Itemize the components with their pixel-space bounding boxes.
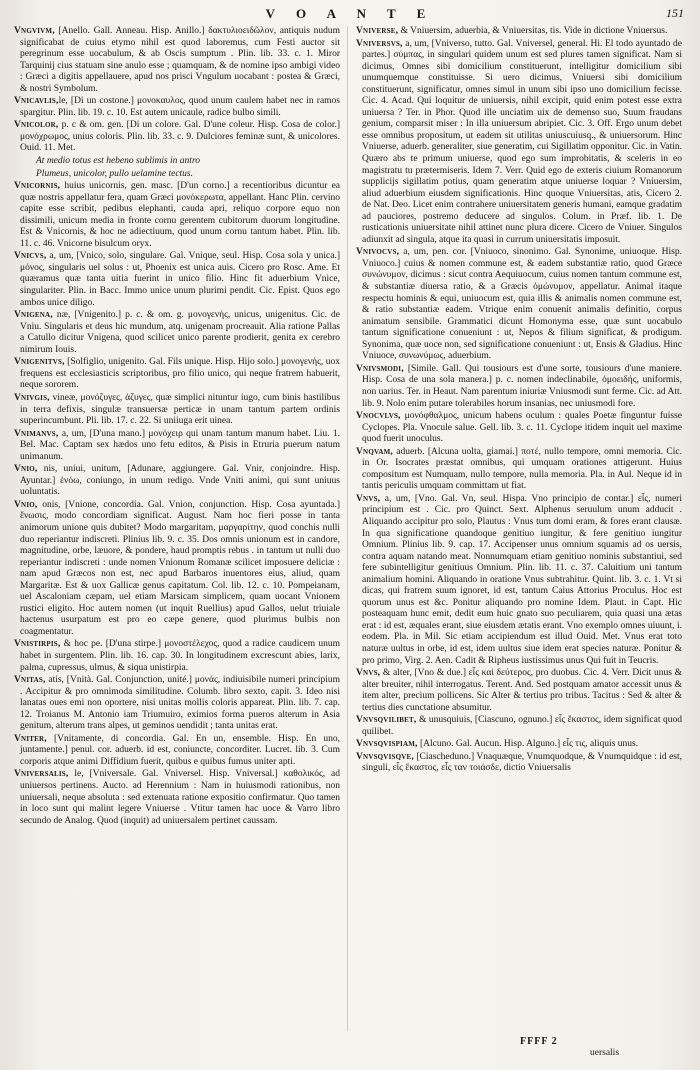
dictionary-entry xyxy=(14,251,340,309)
entry-headword: Vniversvs, xyxy=(356,38,403,49)
entry-headword: Vnicolor, xyxy=(14,120,59,131)
entry-headword: Vnqvam, xyxy=(356,446,393,457)
entry-headword: Vnistirpis, xyxy=(14,639,61,650)
entry-definition: & hoc pe. [D'una stirpe.] μονοστέλεχος, quod a radice caudicem unum habet in surgentem. Plin. lib. 16. cap. 30. In longitudinem excrescunt abies, larix, palma, cupressus, ulmus, & siqua unistirpia. xyxy=(20,639,340,673)
entry-definition: onis, [Vnione, concordia. Gal. Vnion, conjunction. Hisp. Cosa ayuntada.] ἕνωσις, modo concordiam significat. August. Nam hoc fieri posse in tanta animorum unione quis dubitet? Modo margaritam, μαργαρίτην, quod conchis nulli duo reperiantur indiscreti. Plinius lib. 9. c. 35. Dos omnis unionum est in candore, magnitudine, orbe, læuore, & pondere, haud promptis rebus . in tantum ut nulli duo reperiantur indiscreti : unde nomen Vnionum Romanæ scilicet imposuere deliciæ : nam apud Græcos non est, nec apud Barbaros inuentores eius, aliud, quam Margaritæ. Est & uox Gallicæ genus capitatum. Col. lib. 12. c. 10. Pompeianam, uel Ascaloniam cæpam, uel etiam Marsicam simplicem, quam uocant Vnionem rustici eligito. Hoc autem nomen (ut inquit Ruellius) apud Gallos, uelut triuiale hactenus usurpatum est pro eo cæpe genere, quod plurimus bulbis non coagmentatur. xyxy=(20,499,340,637)
dictionary-entry xyxy=(14,310,340,356)
entry-definition: huius unicornis, gen. masc. [D'un corno.] a recentioribus dicuntur ea quæ nostris appellatur fera, quam Græci μονόκερωτα, appellant. Hanc Plin. cervino capite esse scribit, pedibus elephanti, cauda apri, reliquo corpore equo non dissimili, unicum media in fronte cornu gerentem cubitorum duorum longitudine. Est & Vnicornis, & hoc ne adiectiuum, quod unum cornu tantum habet. Plin. lib. 11. c. 46. Vnicorne bisulcum oryx. xyxy=(20,181,340,249)
entry-headword: Vnivocvs, xyxy=(356,247,400,258)
dictionary-entry xyxy=(356,752,682,775)
entry-headword: Vnvs, xyxy=(356,668,381,679)
entry-definition: a, um, [Vniverso, tutto. Gal. Vniversel, general. Hi. El todo ayuntado de partes.] σύμπας, in singulari quidem unum est sed plures tamen significat. Nam si dicimus, Omnes sibi domicilium constituerunt, intelligitur domicilium sibi unumquemque constituisse. Si uero dicimus, Vniuersi sibi domicilium constituerunt, significatur, omnes simul in unum sibi ipso uno domicilium fecisse. Cic. 4. Acad. Qui loquitur de uniuersis, nihil excipit, quid enim potest esse extra uniuersa ? Ter. in Phor. Quod ille unciatim uix de demenso suo, Suum fraudans genium, comparsit miser : In illa uniuersum abripiet. Cic. 3. Off. Ergo unum debet esse omnibus propositum, ut eadem sit utilitas uniuscuiusq., & uniuersorum. Hinc Vniuerse, aduerb. generaliter, siue generatim, cui Sigillatim opponitur. Cic. in Vatin. Quæro abs te primum uniuerse, quod ego sum improbitatis, & sceleris in eo magistratu tu prætermiseris. Idem 7. Verr. Quid ego de exteris ciuium Romanorum supplicijs sigillatim potius, quam generatim atque uniuerse loquar ? Vniuersim, aliud aduerbium eiusdem significationis. Hinc quoque Vniuersitas, atis, Cicero 2. de Nat. Deo. Licet enim contrahere uniuersitatem generis humani, eamque gradatim ad pauciores, postremo deducere ad singulos. Colum. in Præf. lib. 1. De rusticationis uniuersitate nihil attinet nunc plura dicere. Cicero de Vniuer. Singulos adiunxit ad singula, atque ita quasi in currum uniuersitatis imposuit. xyxy=(362,38,682,245)
dictionary-entry xyxy=(14,26,340,95)
dictionary-entry xyxy=(14,120,340,155)
column-divider xyxy=(347,26,348,1031)
dictionary-entry xyxy=(356,447,682,493)
entry-headword: Vnio, xyxy=(14,499,38,510)
entry-definition: le, [Vniversale. Gal. Vniversel. Hisp. Vniversal.] καθολικός, ad uniuersos pertinens. Aucto. ad Herennium : Nam in huiusmodi rationibus, non uniuersali, neque absoluta : sed extenuata ratione expositio confirmatur. Quo tamen in loco sunt qui malint legere Vniuerse . Vtitur tamen hac uoce & Varro libro secundo de Analog. Quod (inquit) ad uniuersalem pertinet caussam. xyxy=(20,769,340,826)
entry-definition: vineæ, μονόζυγες, ἀζυγες, quæ simplici nituntur iugo, cum binis hastilibus in terra defixis, singulæ transuersæ perticæ in unam tantum partem ordinis superincumbunt. Pli. lib. 17. c. 22. Si uniiuga erit uinea. xyxy=(20,392,340,427)
entry-headword: Vnivgis, xyxy=(14,392,50,403)
dictionary-entry xyxy=(14,464,340,499)
verse-line: At medio totus est hebeno sublimis in antro xyxy=(36,156,201,167)
dictionary-entry xyxy=(14,734,340,769)
entry-headword: Vnigenitvs, xyxy=(14,357,65,368)
entry-headword: Vniversalis, xyxy=(14,769,69,780)
entry-definition: le, [Di un costone.] μονοκαυλος, quod unum caulem habet nec in ramos spargitur. Plin. lib. 19. c. 10. Est autem unicaule, radice bulbo simili. xyxy=(20,96,340,118)
entry-definition: a, um, [D'una mano.] μονόχειρ qui unam tantum manum habet. Liu. 1. Bel. Mac. Captam sex hædos uno fetu editos, & Pisis in Etruria puerum natum unimanum. xyxy=(20,428,340,462)
entry-definition: [Solfiglio, unigenito. Gal. Fils unique. Hisp. Hijo solo.] μονογενής, uox frequens est ecclesiasticis scriptoribus, pro filio unico, qui neque fratrem habuerit, neque sororem. xyxy=(20,357,340,391)
catchword: uersalis xyxy=(590,1048,620,1058)
entry-definition: atis, [Vnità. Gal. Conjunction, unité.] μονάς, indiuisibile numeri principium . Accipitur & pro omnimoda similitudine. Columb. libro sexto, capit. 3. Ideo nisi lanatas oues emi non oportere, nisi unitas mollis coloris appareat. Plin. lib. 7. cap. 12. Troianus M. Antonio iam Triumuiro, eximios forma pueros alterum in Asia genitum, alterum trans alpes, ut geminos uendidit ; tanta unitas erat. xyxy=(20,675,340,732)
entry-headword: Vnvsqvisqve, xyxy=(356,751,414,762)
entry-definition: & alter, [Vno & due.] εἷς καὶ δεύτερος, pro duobus. Cic. 4. Verr. Dicit unus & alter breuiter, nihil interrogatus. Terent. And. Sed postquam amator accessit unus & item alter, precium pollicens. Sic Alter & tertius pro tribus. Tacitus : Sed & alter & tertius dies cunctatione absumitur. xyxy=(362,668,682,713)
entry-headword: Vnivsmodi, xyxy=(356,363,404,374)
entry-headword: Vnvs, xyxy=(356,493,381,504)
entry-headword: Vnocvlvs, xyxy=(356,411,401,422)
entry-headword: Vnio, xyxy=(14,464,38,475)
entry-definition: [Anello. Gall. Anneau. Hisp. Anillo.] δακτυλιοειδῶλον, antiquis nudum significabat de cuius etymo nihil est quod laboremus, cum Festi auctor sit peregrinum esse uocabulum, & ab Oscis sumptum . Plin. lib. 33. c. 1. Miror Tarquinij cius statuam sine anulo esse ; quamquam, & de nomine ipso ambigi video : Græci a digitis appellauere, apud nos prisci Vngulum uocabant : postea & Græci, & nostri Symbolum. xyxy=(20,26,340,94)
signature-mark: FFFF 2 xyxy=(520,1036,558,1047)
entry-headword: Vnvsqvispiam, xyxy=(356,739,418,750)
entry-definition: [Ciascheduno.] Vnaquæque, Vnumquodque, & Vnumquidque : id est, singuli, εἷς ἕκαστος, εἷς ταν τοιάσδε, dictio Vniuersalis xyxy=(362,751,682,774)
verse-line: Plumeus, unicolor, pullo uelamine tectus. xyxy=(36,168,193,179)
entry-definition: a, um, pen. cor. [Vniuoco, sinonimo. Gal. Synonime, uniuoque. Hisp. Vniuoco.] cuius & nomen commune est, & eadem substantiæ ratio, quod Græce συνώνυμον, dicimus : sicut contra Aequiuocum, cuius nomen tantum commune est, & substantiæ diuersa ratio, & a Græcis ὁμώνυμον, appellatur. Animal itaque respectu hominis & equi, uniuocum est, quia illis & animalis nomen commune est, & ratio substantiæ eadem. Vtrique enim conuenit animalis definitio, corpus animatum sensibile. Grammatici dicunt Homonyma esse, quæ sunt uocabulo tantum significatione conueniunt : ut, Nepos & filium significat, & prodigum. Synonima, quæ uoce non, sed significatione conueniunt : ut, Ensis & Gladius. Hinc Vniuoce, συνωνύμως, aduerbium. xyxy=(362,247,682,362)
dictionary-entry xyxy=(356,26,682,38)
dictionary-entry xyxy=(14,500,340,639)
dictionary-entry xyxy=(356,39,682,247)
running-head xyxy=(0,6,700,24)
entry-definition: [Vnitamente, di concordia. Gal. En un, ensemble. Hisp. En uno, juntamente.] penul. cor. aduerb. id est, coniuncte, concorditer. Lucret. lib. 3. Cum corporis atque animi Diffidium fuerit, quibus e quibus fumus uniter apti. xyxy=(20,733,340,767)
dictionary-entry xyxy=(356,668,682,714)
dictionary-entry xyxy=(356,364,682,410)
entry-headword: Vniverse, xyxy=(356,26,399,36)
entry-definition: & unusquiuis, [Ciascuno, ognuno.] εἷς ἕκαστος, idem significat quod quilibet. xyxy=(362,715,682,737)
dictionary-entry xyxy=(356,739,682,751)
page-number: 151 xyxy=(666,6,684,20)
entry-headword: Vniter, xyxy=(14,733,47,744)
dictionary-entry xyxy=(14,639,340,674)
entry-headword: Vnicornis, xyxy=(14,181,61,192)
dictionary-entry xyxy=(356,411,682,446)
entry-definition: aduerb. [Alcuna uolta, giamai.] ποτέ, nullo tempore, omni memoria. Cic. in Or. Isocrates præstat omnibus, qui umquam orationes attigerunt. Huius compositum est Numquam, nullo tempore, nulla memoria. Pla. in Aul. Neque id in tantis periculis umquam committam ut fiat. xyxy=(362,446,682,492)
running-title: V O A N T E xyxy=(265,6,435,21)
entry-headword: Vnitas, xyxy=(14,675,46,686)
dictionary-entry xyxy=(14,96,340,119)
entry-definition: p. c & om. gen. [Di un colore. Gal. D'une coleur. Hisp. Cosa de color.] μονόχρωμος, unius coloris. Plin. lib. 33. c. 9. Dulciores feminæ sunt, & unicolores. Ouid. 11. Met. xyxy=(20,120,340,154)
entry-headword: Vnicvs, xyxy=(14,251,47,262)
dictionary-entry xyxy=(14,769,340,827)
entry-definition: næ, [Vnigenito.] p. c. & om. g. μονογενής, unicus, unigenitus. Cic. de Vniu. Singularis et deus hic mundum, atq. unigenam procreauit. Alia ratione Pallas a Catullo dicitur Vnigena, quod scilicet unico parente prodierit, genita ex cerebro nimirum Iouis. xyxy=(20,310,340,355)
entry-definition: & Vniuersim, aduerbia, & Vniuersitas, tis. Vide in dictione Vniuersus. xyxy=(398,26,668,36)
right-column xyxy=(356,26,682,1036)
entry-headword: Vnicavlis, xyxy=(14,96,59,107)
entry-definition: [Alcuno. Gal. Aucun. Hisp. Alguno.] εἷς τις, aliquis unus. xyxy=(417,739,639,750)
dictionary-entry xyxy=(356,494,682,667)
left-column xyxy=(14,26,340,1036)
entry-headword: Vnvsqvilibet, xyxy=(356,715,417,726)
entry-definition: [Simile. Gall. Qui tousiours est d'une sorte, tousiours d'une maniere. Hisp. Cosa de una sola manera.] p. c. nomen indeclinabile, ὁμοειδής, uniformis, non uarius. Ter. in Heaut. Nam parentum iniuriæ Vniusmodi sunt ferme. Cic. ad Att. lib. 9. Nolo enim putare tolerabiles horum insanias, nec uniusmodi fore. xyxy=(362,363,682,409)
entry-definition: a, um, [Vnico, solo, singulare. Gal. Vnique, seul. Hisp. Cosa sola y unica.] μόνος, singularis uel solus : ut, Phoenix est unica auis. Cicero pro Rosc. Ame. Et quæramus quæ tanta uitia fuerint in unico filio. Hinc fit aduerbium Vnice, singulariter. Plin. in Bacc. Immo unice unum plurimi pendit. Cic. Epist. Quos ego ambos unice diligo. xyxy=(20,251,340,308)
entry-definition: a, um, [Vno. Gal. Vn, seul. Hispa. Vno principio de contar.] εἷς, numeri principium est . Cic. pro Quinct. Sext. Alphenus seruulum unum adducit . Aliquando accipitur pro solo, Plautus : Vnus tum domi eram, & fores erant clausæ. In qua significatione quandoque genitiuo iungitur, & fere genitiuo iungitur Omnium. Plinius lib. 9. cap. 17. Accipenser unus omnium squamis ad os uersis, contra aquam natando meat. Nonnumquam etiam genitiuo nominis substantiui, sed fere subintelligitur genitiuus Omnium. Plin. lib. 11. c. 37. Caluitium uni tantum animalium homini. Aliquando in oratione Vnus subtrahitur. Quint. lib. 3. c. 1. Vt si dicas, qui fratrem suum ignoret, id est, tantum Caius Attorius Proculus. Hoc est quorum unus est &c. Ponitur aliquando pro nomine Idem. Plaut. in Capt. Hic posteaquam hunc emit, dedit eum huic gnato suo peculiarem, quia quasi una ætas erat : id est, æquales erant, siue eiusdem ætatis erant. Vno exemplo omnes uiuunt, i. eodem. Pla. in Mil. Sic etiam accipiendum est illud Ouid. Met. Vnus erat toto naturæ uultus in orbe, id est, idem uultus siue idem erat species naturæ. Ponitur & pro primo, Virg. 2. Aen. Cadit & Ripheus iustissimus unus Qui fuit in Teucris. xyxy=(362,493,682,666)
entry-headword: Vnimanvs, xyxy=(14,428,59,439)
dictionary-entry xyxy=(14,393,340,428)
entry-definition: μονόφθαλμος, unicum habens oculum : quales Poetæ finguntur fuisse Cyclopes. Pla. Vnocule salue. Gell. lib. 3. c. 11. Cyclope itidem inquit uel maxime quod fuerit unoculus. xyxy=(362,411,682,445)
dictionary-entry xyxy=(14,429,340,464)
dictionary-entry xyxy=(356,247,682,362)
dictionary-entry xyxy=(14,357,340,392)
entry-definition: nis, uniui, unitum, [Adunare, aggiungere. Gal. Vnir, conjoindre. Hisp. Ayuntar.] ἑνόω, coniungo, in unum redigo. Vnde Vniti animi, qui sunt uniuus uoluntatis. xyxy=(20,464,340,498)
dictionary-entry xyxy=(356,715,682,738)
entry-headword: Vngvivm, xyxy=(14,26,55,36)
dictionary-entry xyxy=(14,675,340,733)
dictionary-entry xyxy=(14,181,340,250)
entry-headword: Vnigena, xyxy=(14,310,53,321)
